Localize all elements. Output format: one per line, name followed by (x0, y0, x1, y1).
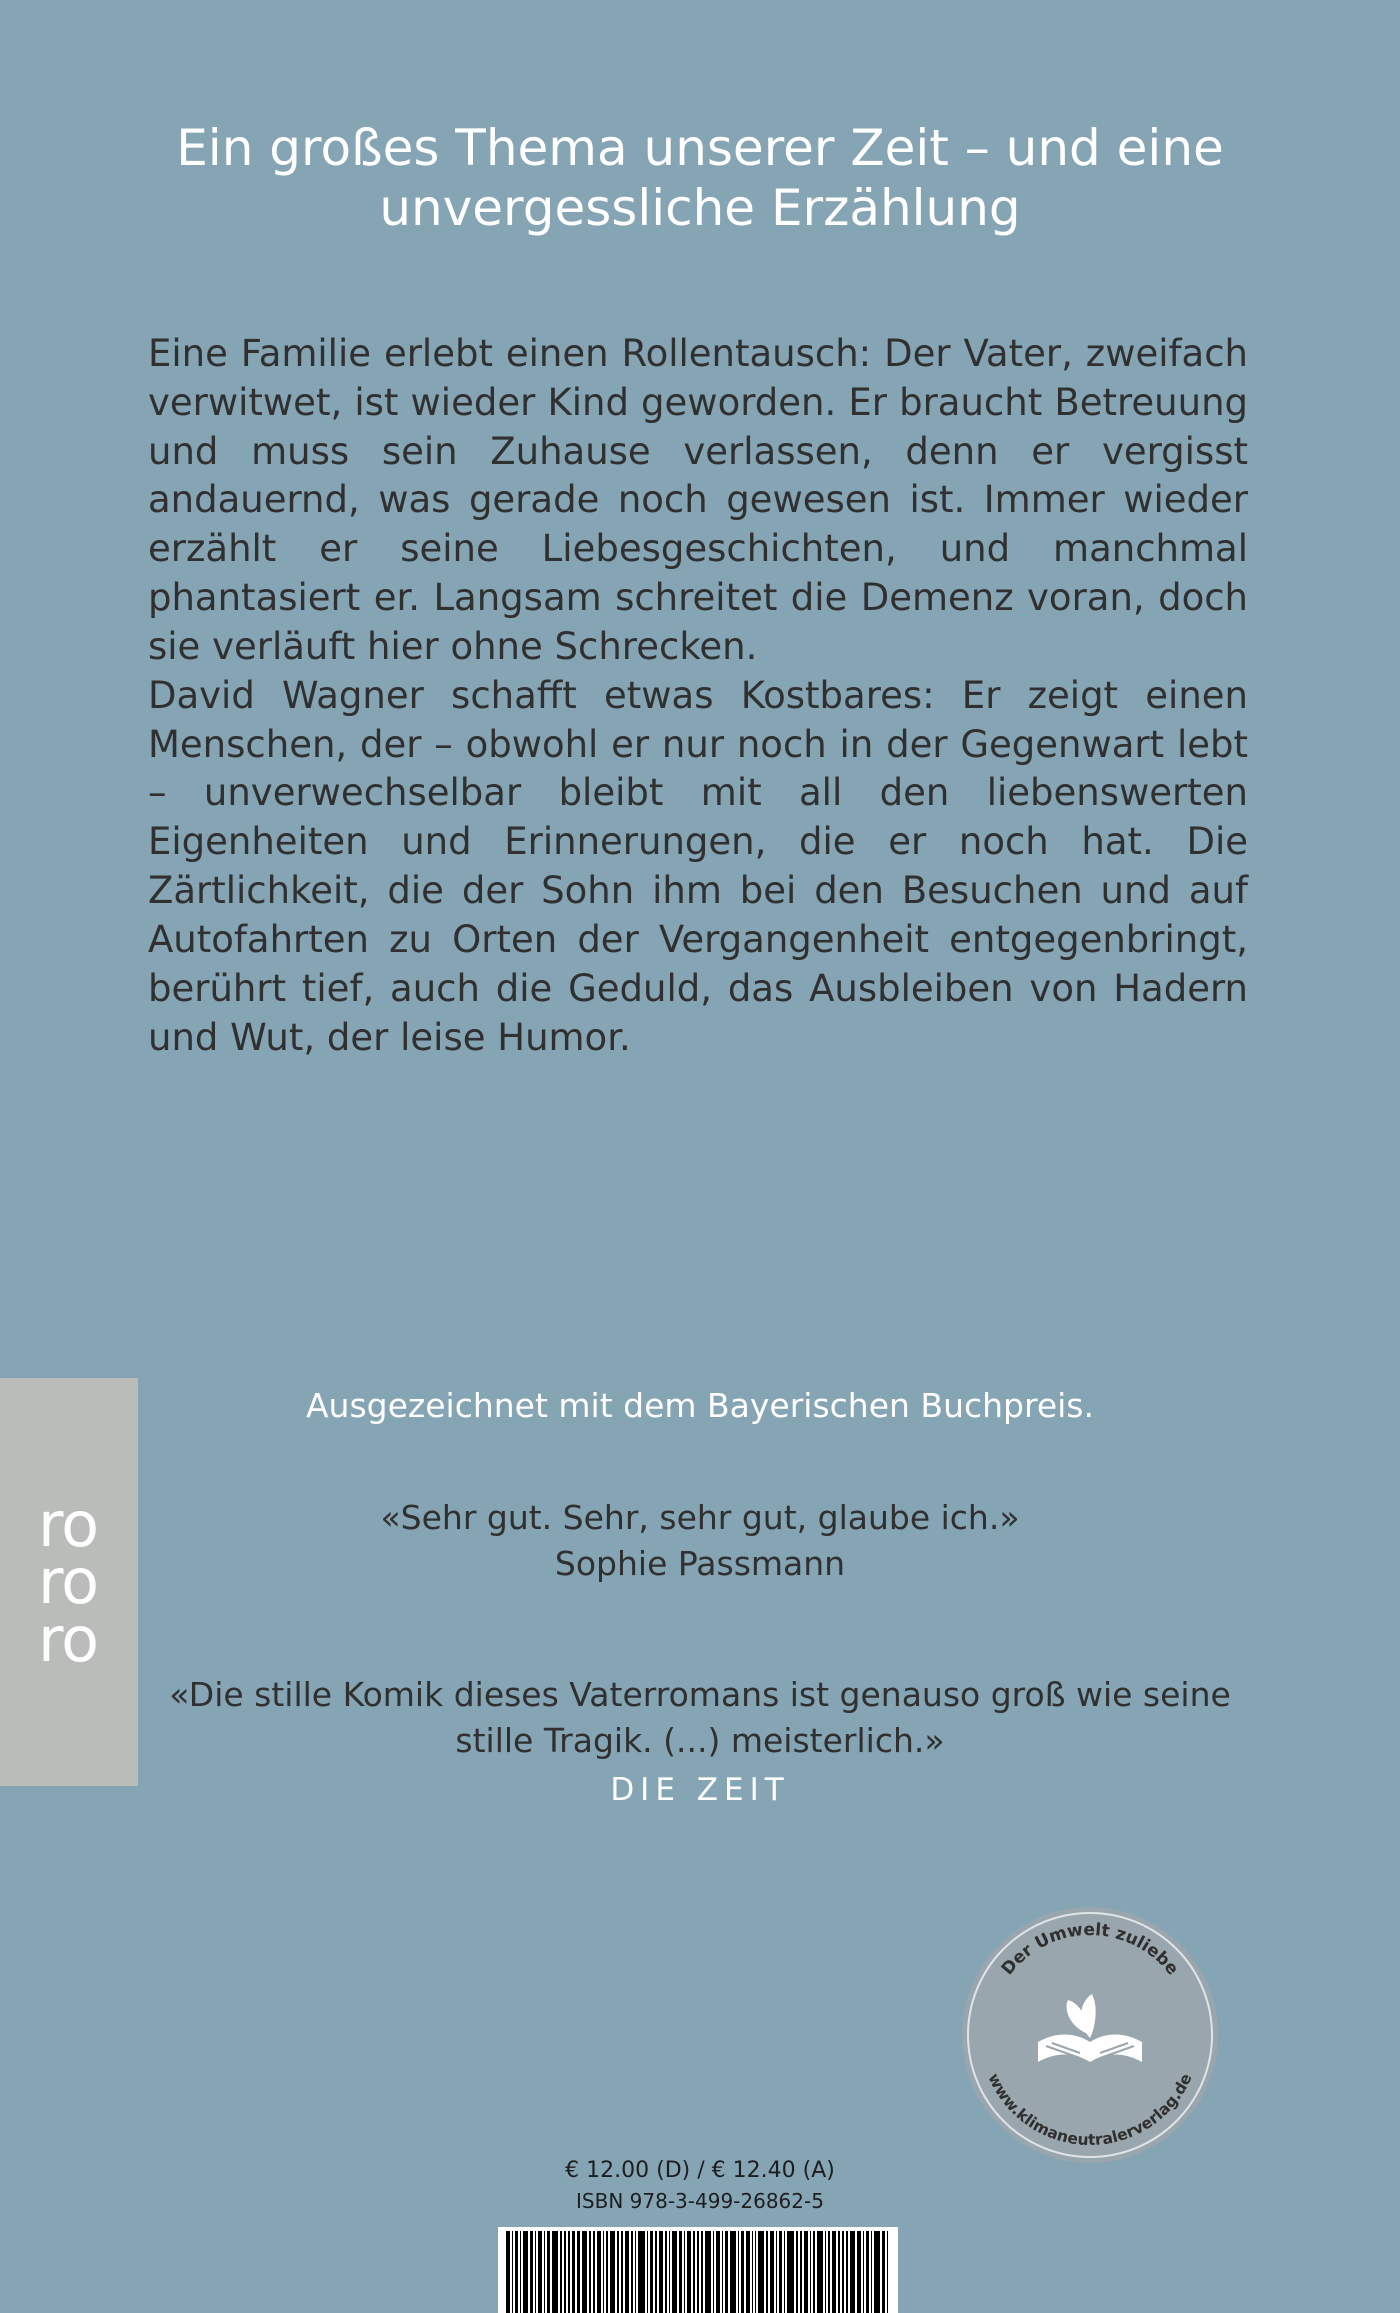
press-quote-2 (150, 1672, 1250, 1812)
svg-text:www.klimaneutralerverlag.de: www.klimaneutralerverlag.de (984, 2070, 1196, 2150)
press-quote-1-attribution: Sophie Passmann (554, 1543, 846, 1583)
rororo-logo-line-3: ro (38, 1602, 99, 1676)
blurb-text (148, 330, 1248, 1062)
rororo-logo-line-1: ro (38, 1488, 99, 1562)
headline: Ein großes Thema unserer Zeit – und eine unvergessliche Erzählung (176, 119, 1224, 237)
price-label: € 12.00 (D) / € 12.40 (A) (565, 2158, 835, 2183)
press-quote-2-text: «Die stille Komik dieses Vaterromans ist genauso groß wie seine stille Tragik. (...) meisterlich.» (169, 1675, 1231, 1760)
press-quote-1-text: «Sehr gut. Sehr, sehr gut, glaube ich.» (380, 1498, 1020, 1537)
blurb-paragraph-1: Eine Familie erlebt einen Rollentausch: Der Vater, zweifach verwitwet, ist wieder Kind geworden. Er braucht Betreuung und muss sein Zuhause verlassen, denn er vergisst andauernd, was gerade noch gewesen ist. Immer wieder erzählt er seine Liebesgeschichten, und manchmal phantasiert er. Langsam schreitet die Demenz voran, doch sie verläuft hier ohne Schrecken. (148, 332, 1248, 668)
eco-seal (955, 1900, 1225, 2170)
barcode (498, 2227, 898, 2313)
blurb-paragraph-2: David Wagner schafft etwas Kostbares: Er zeigt einen Menschen, der – obwohl er nur noch in der Gegenwart lebt – unverwechselbar bleibt mit all den liebenswerten Eigenheiten und Erinnerungen, die er noch hat. Die Zärtlichkeit, die der Sohn ihm bei den Besuchen und auf Autofahrten zu Orten der Vergangenheit entgegenbringt, berührt tief, auch die Geduld, das Ausbleiben von Hadern und Wut, der leise Humor. (148, 673, 1248, 1059)
press-quote-2-attribution: DIE ZEIT (610, 1772, 790, 1809)
svg-text:Der Umwelt zuliebe: Der Umwelt zuliebe (997, 1919, 1183, 1980)
isbn-label: ISBN 978-3-499-26862-5 (576, 2188, 824, 2213)
rororo-logo-line-2: ro (38, 1545, 99, 1619)
price-and-isbn (0, 2155, 1400, 2216)
award-note: Ausgezeichnet mit dem Bayerischen Buchpreis. (305, 1386, 1094, 1425)
press-quote-1 (150, 1495, 1250, 1586)
